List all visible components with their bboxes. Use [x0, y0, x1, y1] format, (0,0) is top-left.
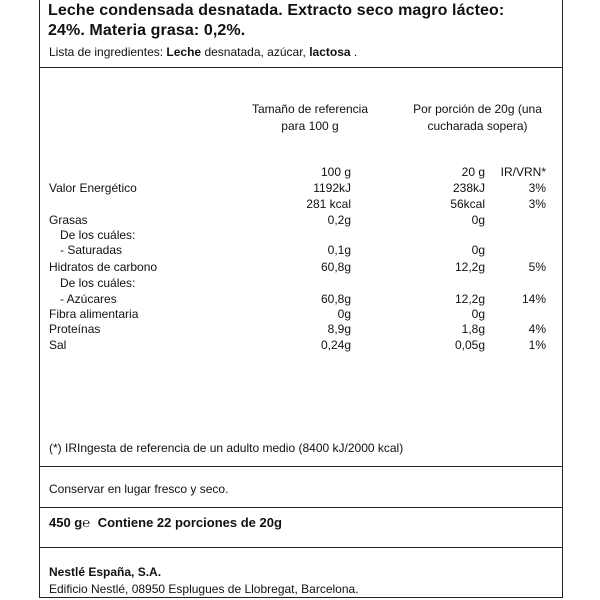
net-quantity — [49, 515, 282, 530]
company-name: Nestlé España, S.A. — [49, 565, 162, 579]
row-salt-20g: 0,05g — [454, 338, 485, 352]
estimated-sign-icon: ℮ — [82, 515, 91, 530]
row-kcal-100g: 281 kcal — [306, 197, 351, 211]
product-title-line2: 24%. Materia grasa: 0,2%. — [48, 22, 246, 39]
row-label-carbohydrate: Hidratos de carbono — [49, 260, 158, 274]
storage-instructions: Conservar en lugar fresco y seco. — [49, 482, 229, 496]
row-fat-100g: 0,2g — [327, 213, 351, 227]
row-energy-20g: 238kJ — [452, 181, 485, 195]
row-label-salt: Sal — [49, 338, 67, 352]
row-label-fibre: Fibra alimentaria — [49, 307, 139, 321]
net-weight: 450 g — [49, 515, 83, 530]
row-salt-100g: 0,24g — [320, 338, 351, 352]
row-energy-ir: 3% — [528, 181, 546, 195]
header-per-portion: Por porción de 20g (una cucharada sopera) — [413, 102, 542, 133]
row-protein-100g: 8,9g — [327, 322, 351, 336]
row-fat-20g: 0g — [471, 213, 485, 227]
col-header-20g: 20 g — [461, 165, 485, 179]
row-protein-20g: 1,8g — [461, 322, 485, 336]
row-carbohydrate-100g: 60,8g — [320, 260, 351, 274]
row-saturates-20g: 0g — [471, 243, 485, 257]
ingredients-suffix: . — [353, 45, 358, 59]
row-carbohydrate-20g: 12,2g — [454, 260, 485, 274]
row-fibre-100g: 0g — [337, 307, 351, 321]
divider-storage — [39, 507, 563, 508]
row-label-energy: Valor Energético — [49, 181, 137, 195]
ingredients-rest: desnatada, azúcar, — [204, 45, 306, 59]
company-address: Edificio Nestlé, 08950 Esplugues de Llobregat, Barcelona. — [49, 582, 359, 596]
col-header-ir: IR/VRN* — [500, 165, 546, 179]
row-sugars-100g: 60,8g — [320, 292, 351, 306]
product-title-line1: Leche condensada desnatada. Extracto seco magro lácteo: — [48, 2, 505, 19]
row-label-fat-of-which: De los cuáles: — [60, 228, 136, 242]
row-kcal-ir: 3% — [528, 197, 546, 211]
ingredient-allergen-lactose: lactosa — [309, 45, 351, 59]
ingredient-allergen-milk: Leche — [166, 45, 202, 59]
row-kcal-20g: 56kcal — [450, 197, 485, 211]
row-fibre-20g: 0g — [471, 307, 485, 321]
row-sugars-20g: 12,2g — [454, 292, 485, 306]
header-reference-size: Tamaño de referencia para 100 g — [251, 102, 369, 133]
row-saturates-100g: 0,1g — [327, 243, 351, 257]
divider-net — [39, 547, 563, 548]
row-label-saturates: - Saturadas — [60, 243, 123, 257]
row-salt-ir: 1% — [528, 338, 546, 352]
row-label-protein: Proteínas — [49, 322, 101, 336]
reference-intake-footnote: (*) IRIngesta de referencia de un adulto medio (8400 kJ/2000 kcal) — [49, 441, 404, 455]
row-label-carb-of-which: De los cuáles: — [60, 276, 136, 290]
row-sugars-ir: 14% — [521, 292, 546, 306]
divider-ingredients — [39, 67, 563, 68]
row-label-fat: Grasas — [49, 213, 88, 227]
col-header-100g: 100 g — [320, 165, 351, 179]
ingredients-list — [49, 45, 357, 59]
row-protein-ir: 4% — [528, 322, 546, 336]
divider-footnote — [39, 466, 563, 467]
ingredients-prefix: Lista de ingredientes: — [49, 45, 164, 59]
row-carbohydrate-ir: 5% — [528, 260, 546, 274]
row-energy-100g: 1192kJ — [313, 181, 351, 195]
row-label-sugars: - Azúcares — [60, 292, 117, 306]
portions-count: Contiene 22 porciones de 20g — [97, 515, 282, 530]
